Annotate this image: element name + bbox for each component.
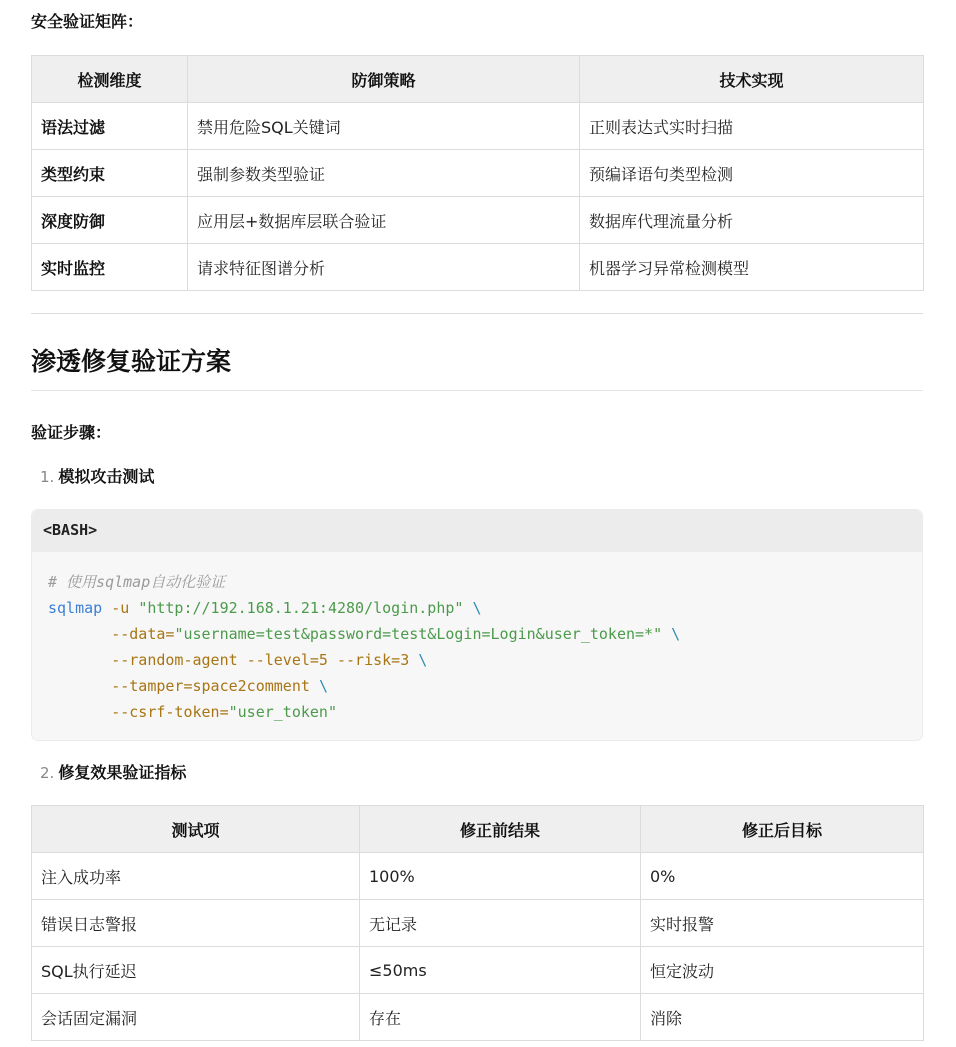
table-row xyxy=(32,900,924,947)
table-cell: 类型约束 xyxy=(32,150,188,197)
code-language-label: <BASH> xyxy=(32,510,922,552)
metrics-table xyxy=(31,805,924,1041)
column-header: 修正后目标 xyxy=(641,806,924,853)
table-row xyxy=(32,197,924,244)
column-header: 修正前结果 xyxy=(360,806,641,853)
code-command: sqlmap xyxy=(48,599,103,617)
table-cell: 应用层+数据库层联合验证 xyxy=(188,197,580,244)
code-flag: --tamper=space2comment xyxy=(111,677,310,695)
table-cell: 错误日志警报 xyxy=(32,900,360,947)
column-header: 防御策略 xyxy=(188,56,580,103)
table-cell: 实时监控 xyxy=(32,244,188,291)
table-row xyxy=(32,947,924,994)
table-cell: 实时报警 xyxy=(641,900,924,947)
code-content xyxy=(32,552,922,725)
table-cell: 深度防御 xyxy=(32,197,188,244)
table-header-row xyxy=(32,806,924,853)
step-item xyxy=(40,761,186,785)
table-cell: SQL执行延迟 xyxy=(32,947,360,994)
step-text: 模拟攻击测试 xyxy=(58,467,155,486)
table-cell: 存在 xyxy=(360,994,641,1041)
table-cell: 消除 xyxy=(641,994,924,1041)
table-cell: 数据库代理流量分析 xyxy=(580,197,924,244)
code-flag: --level=5 xyxy=(246,651,328,669)
table-row xyxy=(32,853,924,900)
heading-underline xyxy=(31,390,923,391)
table-cell: 正则表达式实时扫描 xyxy=(580,103,924,150)
table-cell: 强制参数类型验证 xyxy=(188,150,580,197)
code-block xyxy=(31,509,923,741)
column-header: 技术实现 xyxy=(580,56,924,103)
step-number: 1. xyxy=(40,468,55,486)
code-string: "user_token" xyxy=(228,703,337,721)
table-row xyxy=(32,103,924,150)
code-flag: --csrf-token= xyxy=(111,703,229,721)
matrix-title: 安全验证矩阵： xyxy=(31,12,144,31)
code-continuation: \ xyxy=(472,599,482,617)
table-cell: 请求特征图谱分析 xyxy=(188,244,580,291)
step-text: 修复效果验证指标 xyxy=(58,763,187,782)
table-cell: 恒定波动 xyxy=(641,947,924,994)
table-cell: 语法过滤 xyxy=(32,103,188,150)
horizontal-divider xyxy=(31,313,923,314)
step-number: 2. xyxy=(40,764,55,782)
table-cell: 会话固定漏洞 xyxy=(32,994,360,1041)
table-cell: 注入成功率 xyxy=(32,853,360,900)
table-cell: 100% xyxy=(360,853,641,900)
code-continuation: \ xyxy=(418,651,428,669)
table-row xyxy=(32,150,924,197)
step-item xyxy=(40,465,154,489)
code-string: "http://192.168.1.21:4280/login.php" xyxy=(138,599,464,617)
table-cell: 禁用危险SQL关键词 xyxy=(188,103,580,150)
security-matrix-table xyxy=(31,55,924,291)
code-continuation: \ xyxy=(671,625,681,643)
code-continuation: \ xyxy=(318,677,328,695)
column-header: 检测维度 xyxy=(32,56,188,103)
code-flag: --random-agent xyxy=(111,651,238,669)
steps-label: 验证步骤： xyxy=(31,423,112,442)
table-cell: 机器学习异常检测模型 xyxy=(580,244,924,291)
section-heading: 渗透修复验证方案 xyxy=(31,347,232,376)
table-cell: 预编译语句类型检测 xyxy=(580,150,924,197)
code-comment: # 使用sqlmap自动化验证 xyxy=(48,573,226,591)
code-flag: --data= xyxy=(111,625,175,643)
table-row xyxy=(32,994,924,1041)
table-row xyxy=(32,244,924,291)
column-header: 测试项 xyxy=(32,806,360,853)
table-cell: ≤50ms xyxy=(360,947,641,994)
code-flag: -u xyxy=(111,599,130,617)
code-flag: --risk=3 xyxy=(337,651,410,669)
table-cell: 无记录 xyxy=(360,900,641,947)
table-cell: 0% xyxy=(641,853,924,900)
table-header-row xyxy=(32,56,924,103)
code-string: "username=test&password=test&Login=Login&user_token=*" xyxy=(174,625,663,643)
